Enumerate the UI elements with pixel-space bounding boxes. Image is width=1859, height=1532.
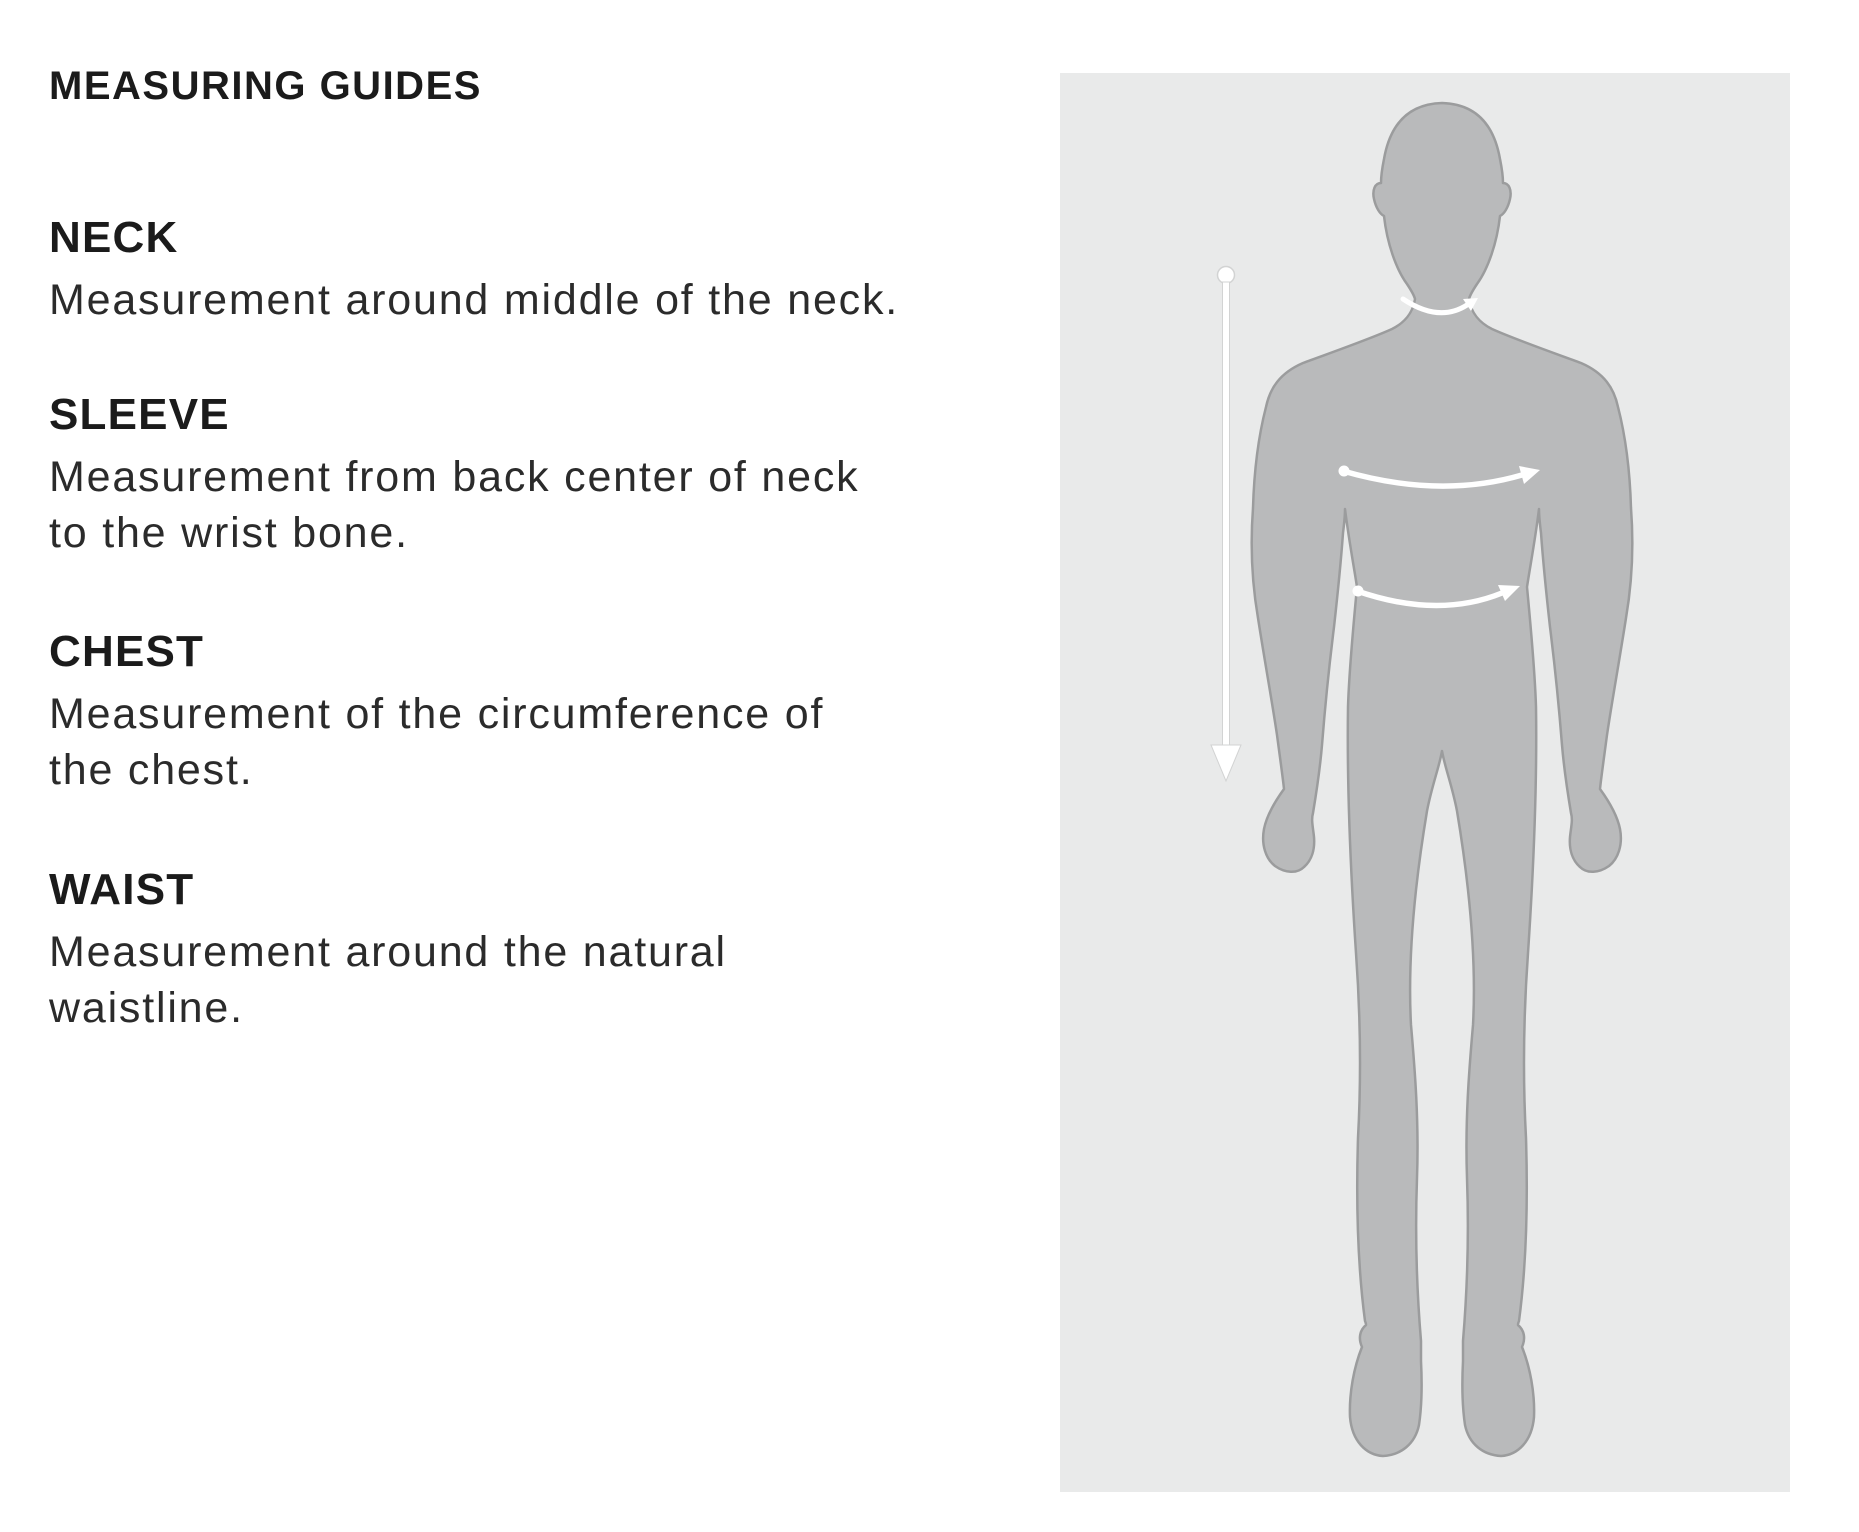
height-arrow-shaft: [1223, 282, 1230, 747]
chest-description: [49, 686, 1049, 798]
chest-description-line: Measurement of the circumference of: [49, 690, 825, 738]
neck-description: [49, 272, 1049, 328]
waist-heading: WAIST: [49, 865, 195, 914]
height-arrowhead: [1211, 745, 1241, 781]
sleeve-description-line: to the wrist bone.: [49, 509, 409, 557]
section-chest: [49, 627, 1049, 798]
figure-panel: [1060, 73, 1790, 1492]
chest-description-line: the chest.: [49, 746, 254, 794]
page-title: MEASURING GUIDES: [49, 64, 482, 108]
waist-description-line: Measurement around the natural: [49, 928, 727, 976]
sleeve-heading: SLEEVE: [49, 390, 230, 439]
waist-description: [49, 924, 1049, 1036]
height-arrow-start-dot: [1218, 267, 1235, 284]
sleeve-description: [49, 449, 1049, 561]
section-sleeve: [49, 390, 1049, 561]
chest-heading: CHEST: [49, 627, 205, 676]
section-neck: [49, 213, 1049, 328]
height-arrow: [1211, 267, 1241, 782]
body-silhouette-illustration: [1060, 73, 1790, 1492]
neck-heading: NECK: [49, 213, 179, 262]
body-silhouette: [1252, 103, 1633, 1456]
sleeve-description-line: Measurement from back center of neck: [49, 453, 860, 501]
waist-description-line: waistline.: [49, 984, 244, 1032]
section-waist: [49, 865, 1049, 1036]
neck-description-line: Measurement around middle of the neck.: [49, 276, 900, 324]
